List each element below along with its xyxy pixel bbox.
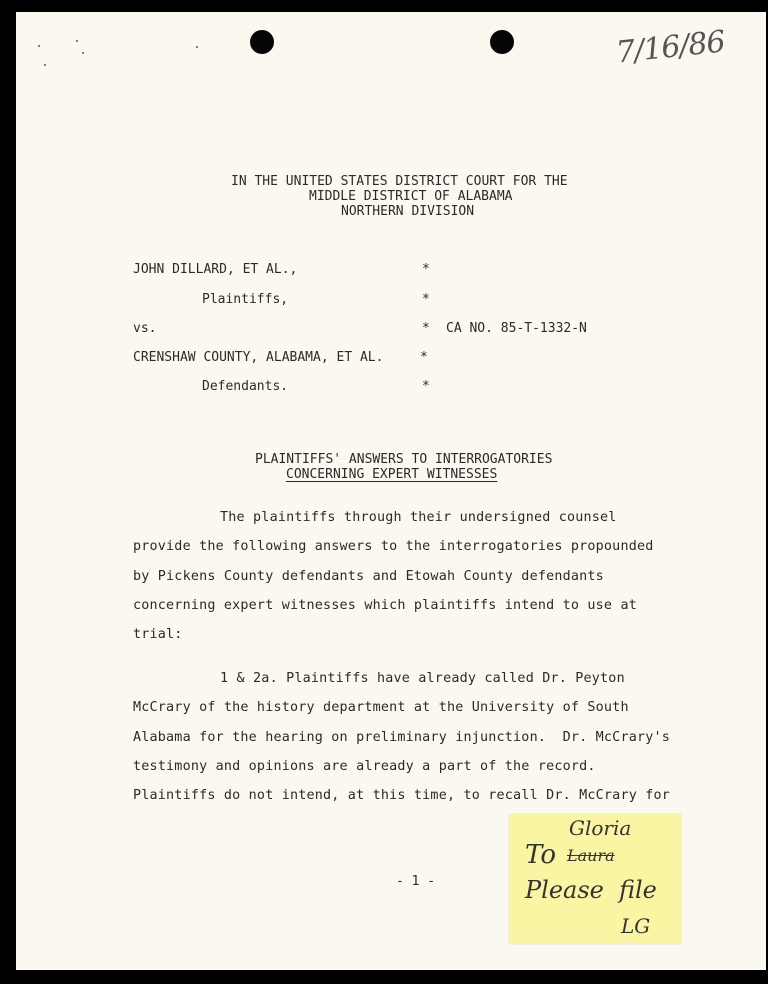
body-line: by Pickens County defendants and Etowah County defendants <box>133 569 604 584</box>
body-line: provide the following answers to the interrogatories propounded <box>133 539 654 554</box>
speck <box>38 45 40 47</box>
speck <box>196 46 198 48</box>
body-line: McCrary of the history department at the University of South <box>133 700 629 715</box>
document-page <box>16 12 766 970</box>
case-number: CA NO. 85-T-1332-N <box>446 321 587 336</box>
plaintiff-name: JOHN DILLARD, ET AL., <box>133 262 298 277</box>
caption-star: * <box>422 379 430 394</box>
court-header-line2: MIDDLE DISTRICT OF ALABAMA <box>309 189 513 204</box>
defendant-role: Defendants. <box>202 379 289 394</box>
body-line: The plaintiffs through their undersigned counsel <box>220 510 617 525</box>
note-please: Please <box>525 876 604 904</box>
handwritten-date: 7/16/86 <box>614 24 727 71</box>
body-line: Alabama for the hearing on preliminary injunction. Dr. McCrary's <box>133 730 671 745</box>
punch-hole-right <box>490 30 514 54</box>
body-line: 1 & 2a. Plaintiffs have already called Dr. Peyton <box>220 671 625 686</box>
speck <box>82 52 84 54</box>
body-line: testimony and opinions are already a part of the record. <box>133 759 596 774</box>
note-file: file <box>619 876 657 904</box>
caption-star: * <box>420 350 428 365</box>
note-to: To <box>525 840 556 870</box>
defendant-name: CRENSHAW COUNTY, ALABAMA, ET AL. <box>133 350 384 365</box>
caption-star: * <box>422 262 430 277</box>
sticky-note <box>509 814 681 944</box>
page-number: - 1 - <box>396 874 436 889</box>
caption-star: * <box>422 321 430 336</box>
note-struck-name: Laura <box>567 846 615 865</box>
body-line: trial: <box>133 627 183 642</box>
speck <box>44 64 46 66</box>
plaintiff-role: Plaintiffs, <box>202 292 289 307</box>
note-initials: LG <box>621 914 651 938</box>
punch-hole-left <box>250 30 274 54</box>
body-line: Plaintiffs do not intend, at this time, to recall Dr. McCrary for <box>133 788 671 803</box>
document-title-line1: PLAINTIFFS' ANSWERS TO INTERROGATORIES <box>255 452 553 467</box>
versus: vs. <box>133 321 157 336</box>
court-header-line3: NORTHERN DIVISION <box>341 204 475 219</box>
caption-star: * <box>422 292 430 307</box>
note-name: Gloria <box>569 816 632 840</box>
speck <box>76 40 78 42</box>
document-title-line2: CONCERNING EXPERT WITNESSES <box>286 467 498 482</box>
body-line: concerning expert witnesses which plaintiffs intend to use at <box>133 598 637 613</box>
court-header-line1: IN THE UNITED STATES DISTRICT COURT FOR THE <box>231 174 568 189</box>
